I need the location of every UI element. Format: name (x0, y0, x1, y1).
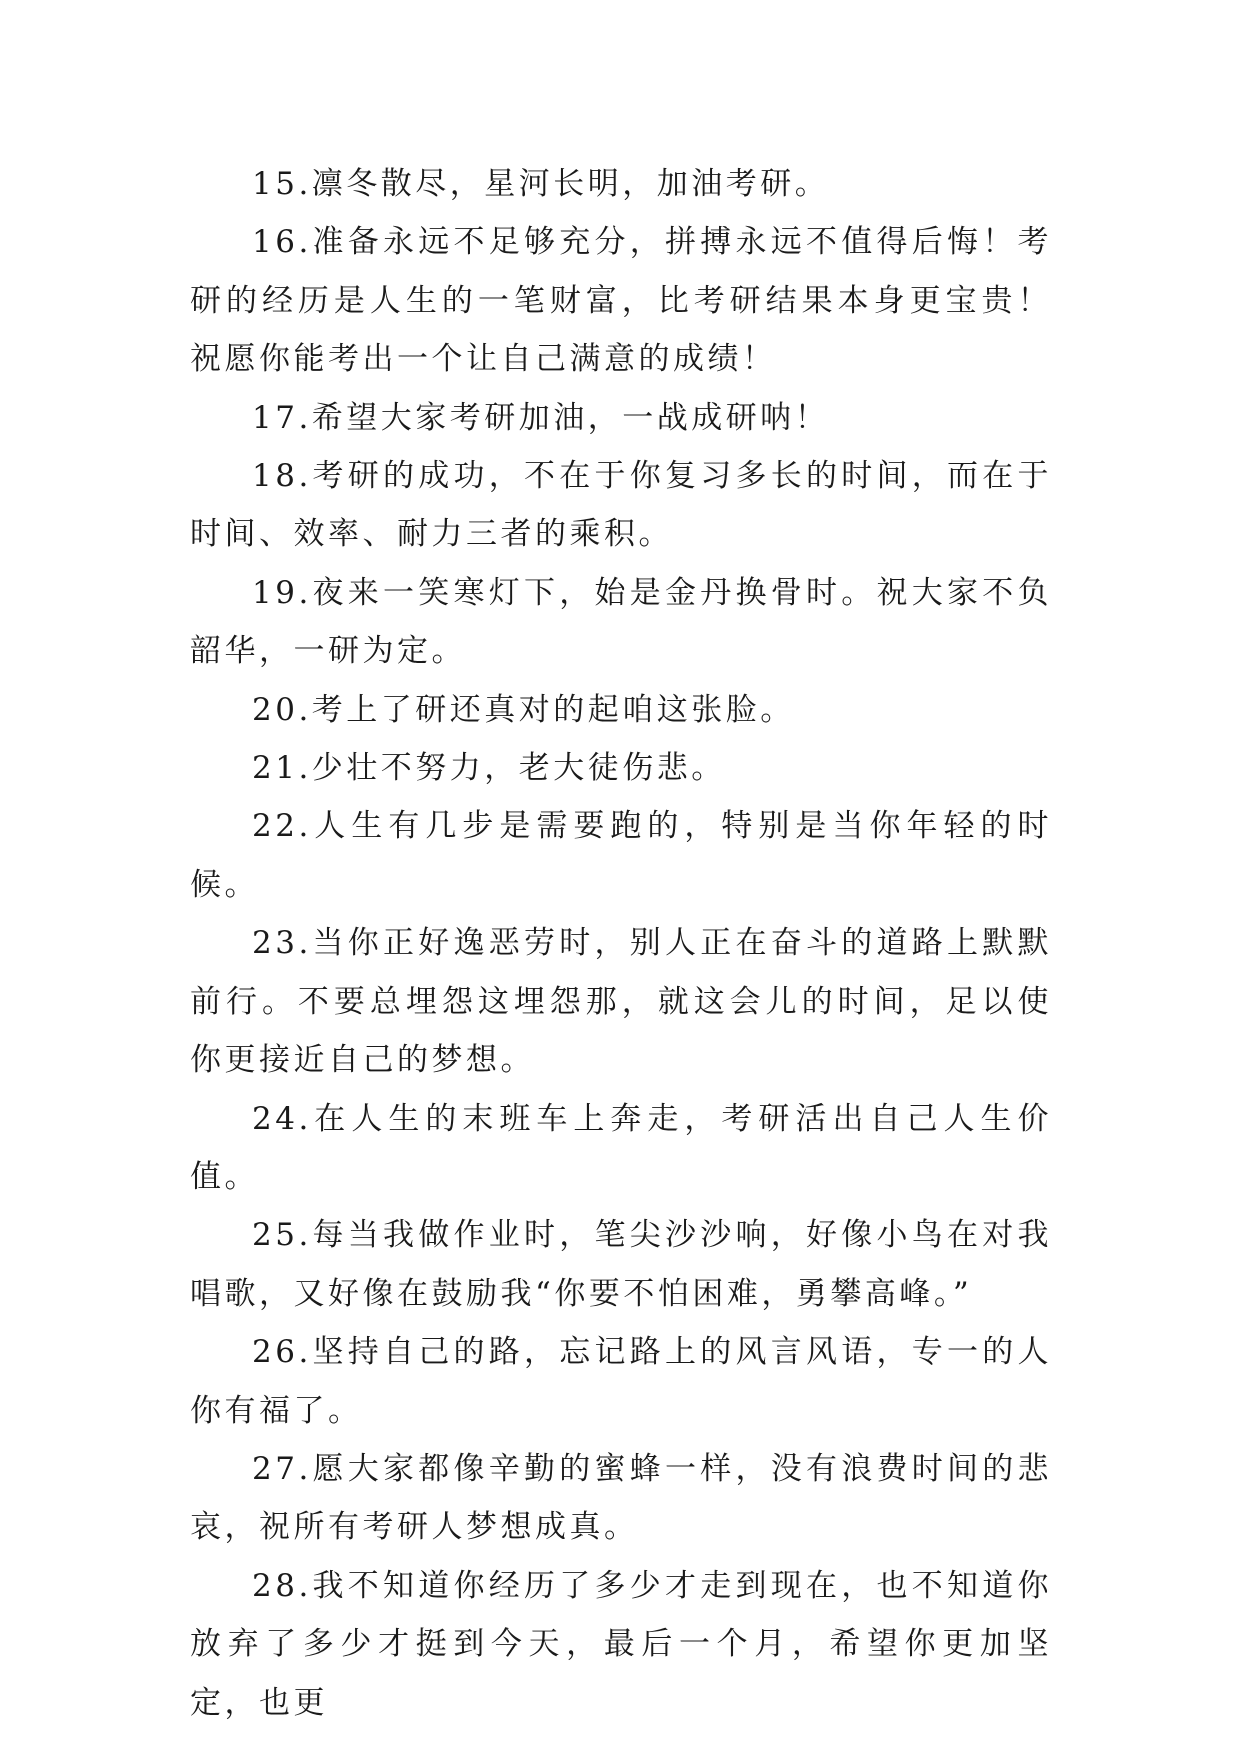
paragraph-16: 16.准备永远不足够充分，拼搏永远不值得后悔！考研的经历是人生的一笔财富，比考研结果本身更宝贵！祝愿你能考出一个让自己满意的成绩！ (190, 224, 1052, 378)
paragraph-25: 25.每当我做作业时，笔尖沙沙响，好像小鸟在对我唱歌，又好像在鼓励我“你要不怕困难，勇攀高峰。” (190, 1217, 1052, 1312)
paragraph-24: 24.在人生的末班车上奔走，考研活出自己人生价值。 (190, 1100, 1052, 1195)
paragraph-18: 18.考研的成功，不在于你复习多长的时间，而在于时间、效率、耐力三者的乘积。 (190, 458, 1052, 553)
paragraph-21: 21.少壮不努力，老大徒伤悲。 (252, 750, 726, 787)
paragraph-15: 15.凛冬散尽，星河长明，加油考研。 (252, 166, 830, 202)
paragraph-26: 26.坚持自己的路，忘记路上的风言风语，专一的人你有福了。 (190, 1334, 1052, 1429)
paragraph-27: 27.愿大家都像辛勤的蜜蜂一样，没有浪费时间的悲哀，祝所有考研人梦想成真。 (190, 1450, 1052, 1546)
paragraph-23: 23.当你正好逸恶劳时，别人正在奋斗的道路上默默前行。不要总埋怨这埋怨那，就这会儿的时间，足以使你更接近自己的梦想。 (190, 925, 1052, 1079)
document-body (190, 155, 1052, 1732)
paragraph-20: 20.考上了研还真对的起咱这张脸。 (252, 691, 795, 728)
paragraph-28: 28.我不知道你经历了多少才走到现在，也不知道你放弃了多少才挺到今天，最后一个月，希望你更加坚定，也更 (190, 1567, 1052, 1721)
paragraph-19: 19.夜来一笑寒灯下，始是金丹换骨时。祝大家不负韶华，一研为定。 (190, 574, 1052, 670)
paragraph-22: 22.人生有几步是需要跑的，特别是当你年轻的时候。 (190, 808, 1052, 903)
paragraph-17: 17.希望大家考研加油，一战成研呐！ (252, 399, 830, 436)
